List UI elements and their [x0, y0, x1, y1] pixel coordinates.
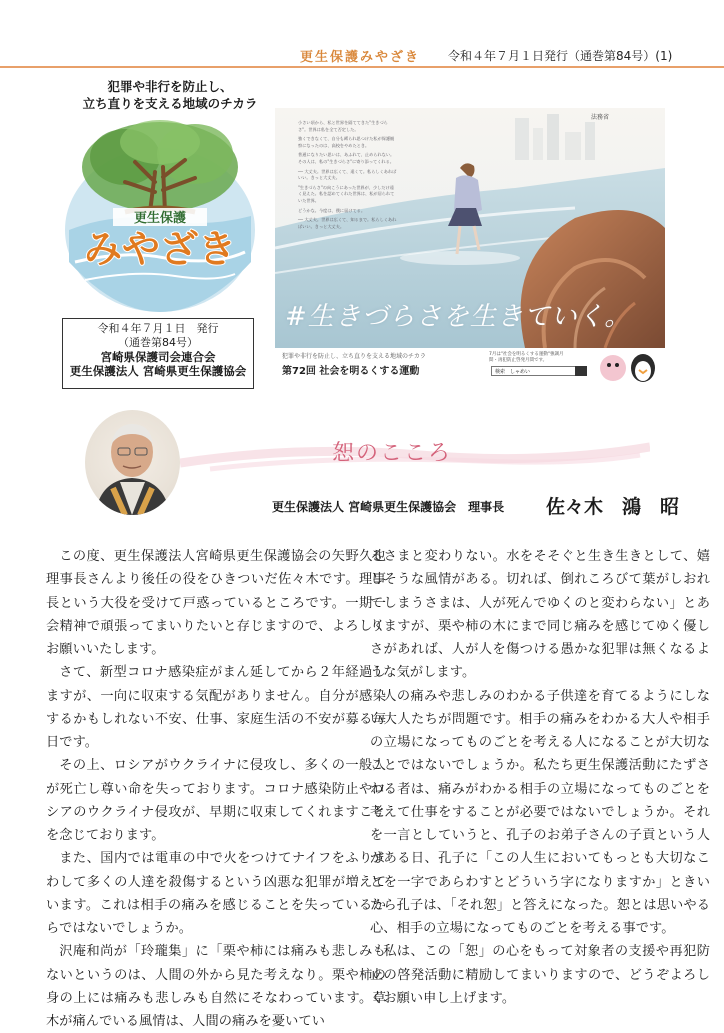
- poem-line: 普通になりたい思いは、あふれて、止められない。その人は、私の"生きづらさ"に寄り添ってくれる。: [298, 152, 395, 164]
- article-title: 恕のこころ: [332, 441, 453, 466]
- paragraph: るさまと変わりない。水をそそぐと生き生きとして、嬉しそうな風情がある。切れば、倒れころびて葉がしおれてしまうさまは、人が死んでゆくのと変わらない」とありますが、栗や柿の木にまで同じ痛みを感じてゆく優しさがあれば、人が人を傷つける愚かな犯罪は無くなるような気がします。: [370, 549, 710, 681]
- paragraph: その上、ロシアがウクライナに侵攻し、多くの一般人が死亡し尊い命を失っております。コロナ感染防止やロシアのウクライナ侵攻が、早期に収束してくれますことを念じております。: [46, 758, 386, 843]
- poem-line: 小さい頃から、私と世界を隔ててきた"生きづらさ"。世界は私を全て否定した。: [298, 120, 388, 132]
- paragraph: 人の痛みや悲しみのわかる子供達を育てるようにしない大人たちが問題です。相手の痛みをわかる大人や相手の立場になってものごとを考える人になることが大切なことではないでしょうか。私たち更生保護活動にたずさわる者は、痛みがわかる相手の立場になってものごとを考えて仕事をすることが必要ではないでしょうか。それを一言としていうと、孔子のお弟子さんの子貢という人がある日、孔子に「この人生においてもっとも大切なことを一字であらわすとどういう字になりますか」ときいたら孔子は、「それ恕」と答えになった。恕とは思いやる心、相手の立場になってものごとを考える事です。: [370, 688, 710, 936]
- search-icon: [575, 366, 587, 376]
- campaign-poster: [275, 108, 665, 385]
- tagline-line2: 立ち直りを支える地域のチカラ: [82, 96, 258, 111]
- paragraph: この度、更生保護法人宮崎県更生保護協会の矢野久也理事長さんより後任の役をひきついだ佐々木です。理事長という大役を受けて戸惑っているところです。一期一会精神で頑張ってまいりたいと存じますので、よろしくお願いいたします。: [46, 549, 386, 657]
- newsletter-name: 更生保護みやざき: [300, 50, 421, 65]
- poster-footer: [275, 348, 665, 385]
- poem-line: "生きづらさ"の向こうにあった世界が、少しだけ遠く見えた。私を認めてくれた世界は、私が居られていた世界。: [298, 184, 395, 203]
- logo-small-text: 更生保護: [133, 211, 187, 226]
- publication-info-box: [62, 318, 254, 389]
- paragraph: また、国内では電車の中で火をつけてナイフをふりまわして多くの人達を殺傷するという凶悪な犯罪が増えています。これは相手の痛みを感じることを失っているからではないでしょうか。: [46, 851, 386, 936]
- poster-footer-note: 7月は"社会を明るくする運動"強調月間・再犯防止啓発月間です。: [489, 352, 564, 363]
- mascot-icons: [597, 350, 659, 384]
- poem-line: ── 大丈夫。世界は広くて、知るまで。私らしくあればいい。きっと大丈夫。: [298, 217, 397, 229]
- poster-footer-tagline: 犯罪や非行を防止し、立ち直りを支える地域のチカラ: [282, 353, 426, 360]
- poster-poem: [298, 120, 398, 233]
- poster-search-box: 検索 しゃめい: [491, 366, 579, 376]
- paragraph: 沢庵和尚が「玲瓏集」に「栗や柿には痛みも悲しみもないというのは、人間の外から見た考えなり。栗や柿の身の上には痛みも悲しみも自然にそなわっています。草木が痛んでいる風情は、人間の痛みを憂いてい: [46, 944, 386, 1029]
- masthead-tagline: [80, 78, 260, 112]
- paragraph: 私は、この「恕」の心をもって対象者の支援や再犯防止の啓発活動に精励してまいりますので、どうぞよろしくお願い申し上げます。: [370, 944, 710, 1006]
- info-date: 令和４年７月１日 発行: [97, 322, 219, 335]
- info-issue: （通巻第84号）: [118, 336, 198, 349]
- logo-large-text: みやざき: [83, 227, 237, 271]
- author-name: 佐々木 鴻 昭: [546, 496, 680, 518]
- masthead-logo: [55, 112, 265, 317]
- article-column-right: [370, 545, 710, 1010]
- info-org2: 更生保護法人 宮崎県更生保護協会: [69, 364, 247, 378]
- author-organization: 更生保護法人 宮崎県更生保護協会 理事長: [272, 500, 505, 514]
- poster-hashtag: #生きづらさを生きていく。: [285, 302, 632, 332]
- author-portrait: [85, 410, 180, 515]
- issue-info: 令和４年７月１日発行（通巻第84号）(1): [448, 49, 673, 63]
- tagline-line1: 犯罪や非行を防止し、: [107, 79, 233, 94]
- paragraph: さて、新型コロナ感染症がまん延してから２年経過しますが、一向に収束する気配がありません。自分が感染するかもしれない不安、仕事、家庭生活の不安が募る毎日です。: [46, 665, 386, 750]
- poem-line: どうかな。今度は、僕に届けてる。: [298, 207, 366, 213]
- poem-line: 強くできなくて、自分も縛られ思つけた私が保護観察になったのは、高校をやめたとき。: [298, 136, 395, 148]
- poem-line: ── 大丈夫。世界は広くて、遠くて。私らしくあればいい。きっと大丈夫。: [298, 168, 397, 181]
- ministry-logo: 法務省: [591, 114, 610, 121]
- info-org1: 宮崎県保護司会連合会: [100, 350, 216, 364]
- article-column-left: [46, 545, 386, 1033]
- header-rule: [0, 66, 724, 68]
- poster-footer-campaign: 第72回 社会を明るくする運動: [282, 366, 420, 377]
